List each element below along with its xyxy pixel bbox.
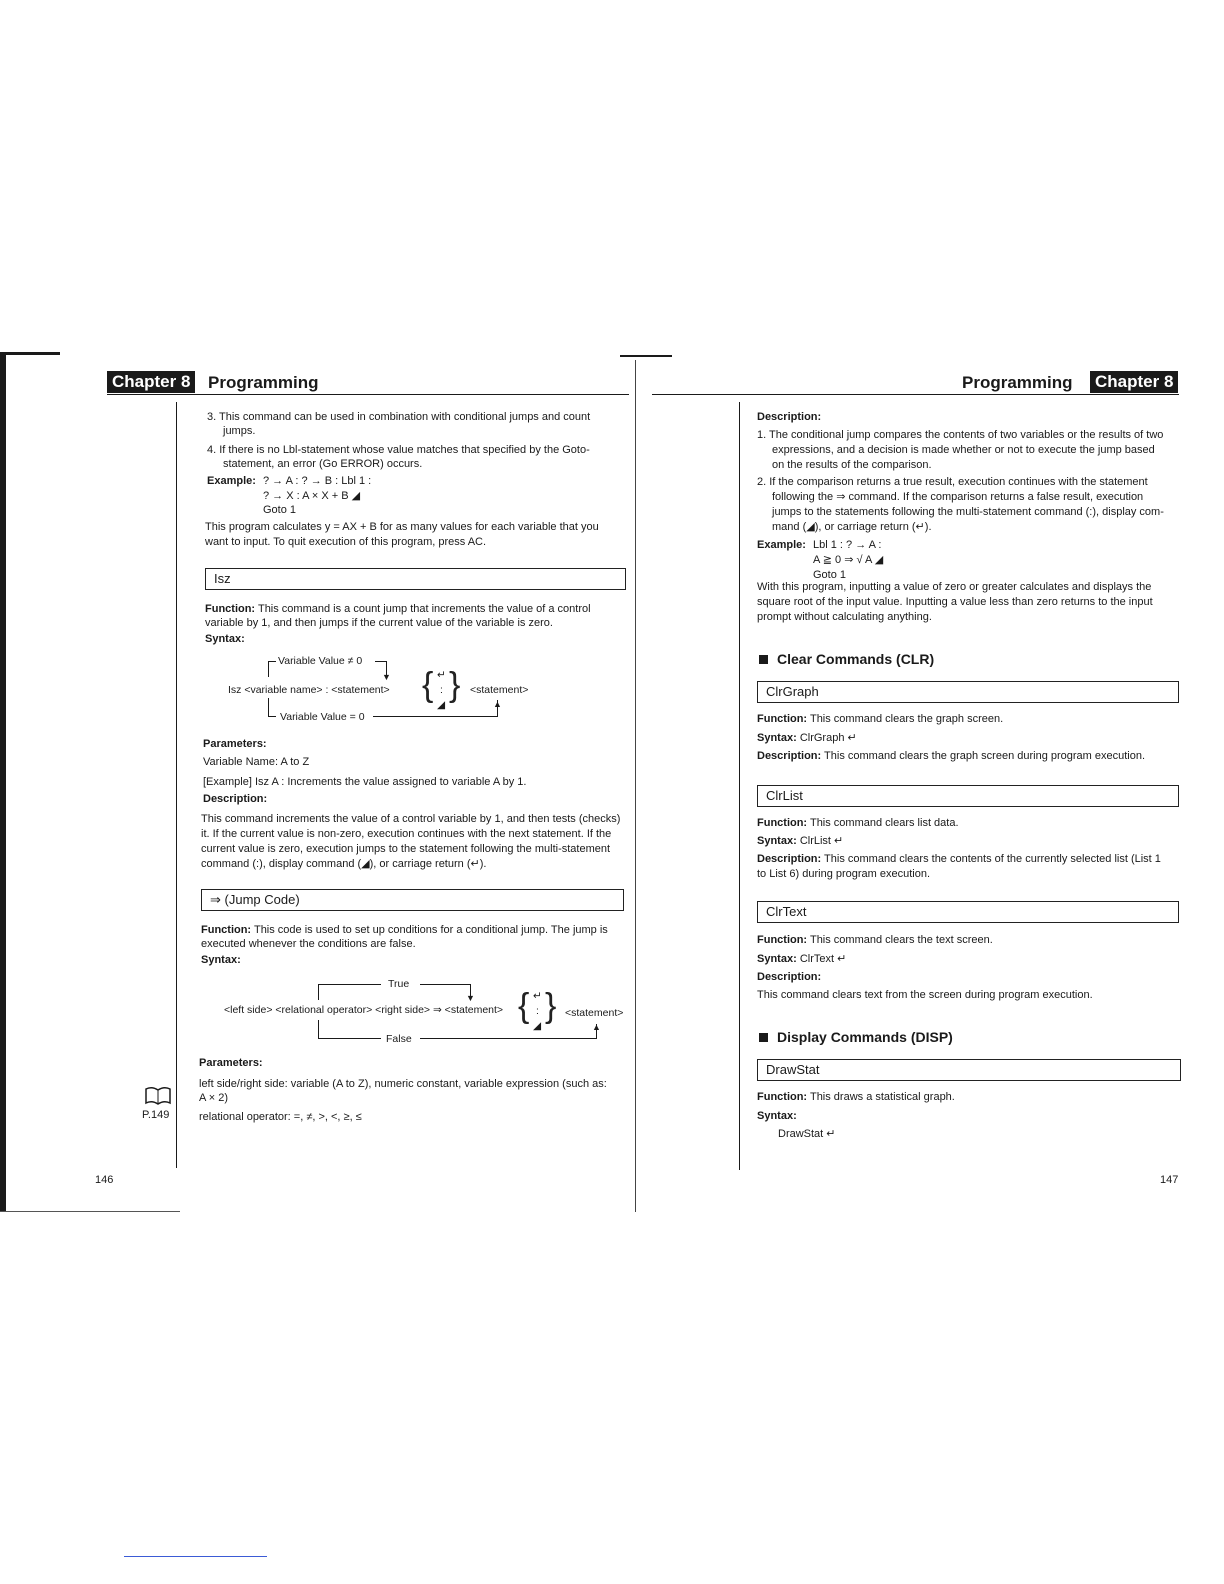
clrtext-syntax-text: ClrText ↵ [799, 953, 847, 965]
right-example-desc-1: With this program, inputting a value of zero or greater calculates and displays the [757, 581, 1152, 593]
jump-brace-left: { [518, 987, 530, 1025]
clrgraph-syntax [757, 731, 857, 746]
page-number-right: 147 [1160, 1174, 1179, 1186]
isz-brace-item-2: : [440, 684, 443, 696]
jump-param-2: relational operator: =, ≠, >, <, ≥, ≤ [199, 1111, 362, 1123]
clrlist-description-text-1: This command clears the contents of the currently selected list (List 1 [824, 853, 1161, 865]
isz-function-text-2: variable by 1, and then jumps if the current value of the variable is zero. [205, 617, 553, 629]
jump-param-1a: left side/right side: variable (A to Z), numeric constant, variable expression (such as: [199, 1078, 607, 1090]
isz-diag-main: Isz <variable name> : <statement> [228, 684, 390, 696]
jump-diag-bot-v [318, 1020, 319, 1038]
isz-param-2: [Example] Isz A : Increments the value assigned to variable A by 1. [203, 776, 527, 788]
isz-brace-right: } [449, 666, 461, 704]
right-example-2: A ≧ 0 ⇒ √ A ◢ [813, 554, 884, 566]
jump-syntax-label: Syntax: [201, 954, 241, 966]
right-example-label: Example: [757, 539, 806, 551]
clrgraph-description-label: Description: [757, 750, 822, 762]
isz-brace-item-3: ◢ [437, 699, 446, 711]
example-label: Example: [207, 475, 256, 487]
desc-label: Description: [757, 411, 822, 423]
book-icon [144, 1086, 172, 1106]
isz-brace-item-1: ↵ [437, 669, 446, 681]
clrlist-syntax-text: ClrList ↵ [799, 835, 844, 847]
example-line-1: ? → A : ? → B : Lbl 1 : [263, 475, 372, 487]
list-item-3: 3. This command can be used in combination with conditional jumps and count [207, 411, 591, 423]
example-desc-1: This program calculates y = AX + B for as many values for each variable that you [205, 521, 599, 533]
drawstat-syntax-text: DrawStat ↵ [778, 1128, 836, 1140]
gutter-mark [620, 355, 672, 357]
clrlist-title-box: ClrList [757, 785, 1179, 807]
clrtext-function [757, 933, 993, 948]
isz-diag-top-h [268, 661, 276, 662]
clrlist-function [757, 816, 959, 831]
isz-diag-up-head: ▲ [493, 699, 502, 709]
desc-1c: on the results of the comparison. [772, 459, 932, 471]
clrtext-description-text: This command clears text from the screen during program execution. [757, 989, 1093, 1001]
jump-diag-stmt: <statement> [565, 1007, 624, 1019]
desc-2b: following the ⇒ command. If the comparison returns a false result, execution [772, 491, 1144, 503]
margin-page-ref[interactable]: P.149 [142, 1109, 170, 1121]
isz-diag-bot-h2 [373, 716, 498, 717]
section-bullet-icon [759, 1033, 768, 1042]
jump-function-label: Function: [201, 924, 252, 936]
gutter-line [635, 360, 636, 1212]
jump-brace-item-3: ◢ [533, 1020, 542, 1032]
clrgraph-description [757, 749, 1145, 764]
jump-diag-down-head: ▼ [466, 993, 475, 1003]
jump-diag-true: True [388, 978, 410, 990]
clrtext-function-label: Function: [757, 934, 808, 946]
clr-heading-text: Clear Commands (CLR) [777, 651, 935, 667]
drawstat-function-text: This draws a statistical graph. [809, 1091, 955, 1103]
clrlist-syntax [757, 834, 843, 849]
desc-2a: 2. If the comparison returns a true result, execution continues with the statement [757, 476, 1148, 488]
isz-brace-left: { [422, 666, 434, 704]
isz-diag-stmt: <statement> [470, 684, 529, 696]
isz-diag-bot-h [268, 716, 276, 717]
isz-desc-3: current value is zero, execution jumps to the statement following the multi-statement [201, 843, 611, 855]
bottom-link-line [124, 1556, 267, 1557]
right-example-1: Lbl 1 : ? → A : [813, 539, 882, 551]
clrlist-description-text-2: to List 6) during program execution. [757, 868, 931, 880]
clrgraph-title-box: ClrGraph [757, 681, 1179, 703]
desc-2c: jumps to the statements following the multi-statement command (:), display com- [772, 506, 1164, 518]
isz-diag-top-v [268, 661, 269, 677]
jump-function-text-1: This code is used to set up conditions for a conditional jump. The jump is [253, 924, 608, 936]
disp-heading-text: Display Commands (DISP) [777, 1029, 953, 1045]
bottom-left-rule [0, 1211, 180, 1212]
isz-function-text-1: This command is a count jump that increments the value of a control [257, 603, 591, 615]
chapter-label-left: Chapter 8 [107, 371, 195, 393]
isz-syntax-label: Syntax: [205, 633, 245, 645]
left-corner-mark [0, 352, 60, 355]
jump-brace-right: } [545, 987, 557, 1025]
clrgraph-function-text: This command clears the graph screen. [809, 713, 1004, 725]
jump-diag-false: False [386, 1033, 412, 1045]
jump-function-text-2: executed whenever the conditions are false. [201, 938, 416, 950]
clrtext-syntax-label: Syntax: [757, 953, 797, 965]
isz-title-box: Isz [205, 568, 626, 590]
isz-diag-bot-label: Variable Value = 0 [280, 711, 365, 723]
header-rule-left [107, 394, 629, 395]
clrlist-description [757, 852, 1161, 867]
jump-parameters-label: Parameters: [199, 1057, 263, 1069]
right-margin-rule [739, 402, 740, 1170]
clrlist-function-label: Function: [757, 817, 808, 829]
right-example-3: Goto 1 [813, 569, 847, 581]
clrgraph-function [757, 712, 1003, 727]
drawstat-function [757, 1090, 955, 1105]
clrgraph-syntax-text: ClrGraph ↵ [799, 732, 857, 744]
chapter-label-right: Chapter 8 [1090, 371, 1178, 393]
section-bullet-icon [759, 655, 768, 664]
clrtext-function-text: This command clears the text screen. [809, 934, 993, 946]
disp-heading [759, 1028, 953, 1046]
clrtext-description-label: Description: [757, 971, 822, 983]
clrgraph-description-text: This command clears the graph screen during program execution. [824, 750, 1146, 762]
jump-diag-top-h [318, 984, 381, 985]
jump-diag-top-v [318, 984, 319, 1000]
desc-1b: expressions, and a decision is made whether or not to execute the jump based [772, 444, 1155, 456]
clrlist-description-label: Description: [757, 853, 822, 865]
jump-diag-bot-h [318, 1038, 381, 1039]
desc-2d: mand (◢), or carriage return (↵). [772, 521, 932, 533]
jump-brace-item-1: ↵ [533, 990, 542, 1002]
isz-param-1: Variable Name: A to Z [203, 756, 310, 768]
jump-param-1b: A × 2) [199, 1092, 229, 1104]
list-item-3-cont: jumps. [223, 425, 256, 437]
jump-diag-top-h2 [420, 984, 471, 985]
left-margin-rule [176, 402, 177, 1168]
isz-function [205, 602, 591, 617]
clrlist-function-text: This command clears list data. [809, 817, 959, 829]
drawstat-function-label: Function: [757, 1091, 808, 1103]
isz-diag-bot-v [268, 698, 269, 716]
list-item-4-cont: statement, an error (Go ERROR) occurs. [223, 458, 423, 470]
running-title-right: Programming [962, 373, 1073, 392]
clrlist-syntax-label: Syntax: [757, 835, 797, 847]
isz-description-label: Description: [203, 793, 268, 805]
isz-diag-arrow-head: ▼ [382, 672, 391, 682]
jump-brace-item-2: : [536, 1005, 539, 1017]
jump-diag-up-head: ▲ [592, 1022, 601, 1032]
right-example-desc-3: prompt without calculating anything. [757, 611, 932, 623]
example-line-2: ? → X : A × X + B ◢ [263, 490, 361, 502]
jump-diag-main: <left side> <relational operator> <right side> ⇒ <statement> [224, 1004, 504, 1016]
isz-desc-2: it. If the current value is non-zero, execution continues with the next statement. If the [201, 828, 612, 840]
drawstat-syntax-label: Syntax: [757, 1110, 797, 1122]
right-example-desc-2: square root of the input value. Inputting a value less than zero returns to the input [757, 596, 1153, 608]
clrgraph-function-label: Function: [757, 713, 808, 725]
isz-parameters-label: Parameters: [203, 738, 267, 750]
jump-title-box: ⇒ (Jump Code) [201, 889, 624, 911]
jump-function [201, 923, 608, 938]
list-item-4: 4. If there is no Lbl-statement whose value matches that specified by the Goto- [207, 444, 590, 456]
isz-diag-top-label: Variable Value ≠ 0 [278, 655, 363, 667]
header-rule-right [652, 394, 1179, 395]
left-binding-edge [0, 352, 6, 1212]
example-desc-2: want to input. To quit execution of this program, press AC. [205, 536, 487, 548]
clrtext-syntax [757, 952, 846, 967]
example-line-3: Goto 1 [263, 504, 297, 516]
running-title-left: Programming [208, 373, 319, 392]
isz-desc-1: This command increments the value of a control variable by 1, and then tests (checks) [201, 813, 621, 825]
page-number-left: 146 [95, 1174, 114, 1186]
desc-1a: 1. The conditional jump compares the contents of two variables or the results of two [757, 429, 1164, 441]
clrtext-title-box: ClrText [757, 901, 1179, 923]
clr-heading [759, 650, 934, 668]
drawstat-title-box: DrawStat [757, 1059, 1181, 1081]
isz-desc-4: command (:), display command (◢), or carriage return (↵). [201, 858, 487, 870]
isz-function-label: Function: [205, 603, 256, 615]
clrgraph-syntax-label: Syntax: [757, 732, 797, 744]
jump-diag-bot-h2 [420, 1038, 597, 1039]
